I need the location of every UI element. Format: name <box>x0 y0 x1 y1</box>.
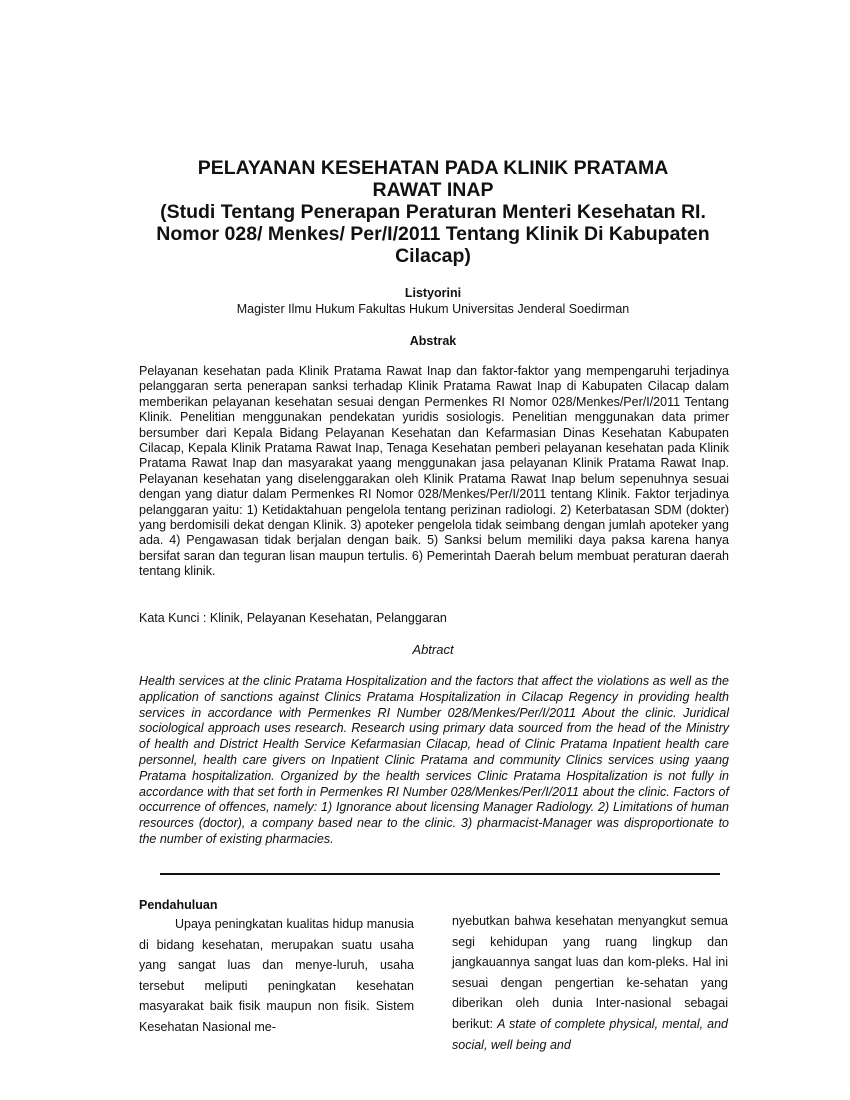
abstract-text: Health services at the clinic Pratama Hospitalization and the factors that affect the violations as well as the application of sanctions against Clinics Pratama Hospitalization in Cilacap Regency in providing health services in accordance with Permenkes RI Number 028/Menkes/Per/I/2011 About the clinic. Juridical sociological approach uses research. Research using primary data sourced from the head of the Ministry of health and District Health Service Kefarmasian Cilacap, head of Clinic Pratama Inpatient health care personnel, health care givers on Inpatient Clinic Pratama and community Clinics services using yaang Pratama hospitalization. Organized by the health services Clinic Pratama Hospitalization is not fully in accordance with that set forth in Permenkes RI Number 028/Menkes/Per/I/2011 about the clinic. Factors of occurrence of offences, namely: 1) Ignorance about licensing Manager Radiology. 2) Limitations of human resources (doctor), a company based near to the clinic. 3) pharmacist-Manager was disproportionate to the number of existing pharmacies. <box>139 674 729 846</box>
section-divider <box>160 873 720 875</box>
right-column-italic: A state of complete physical, mental, and social, well being and <box>452 1016 729 1052</box>
abstrak-text: Pelayanan kesehatan pada Klinik Pratama Rawat Inap dan faktor-faktor yang mempengaruhi terjadinya pelanggaran serta penerapan sanksi terhadap Klinik Pratama Rawat Inap di Kabupaten Cilacap dalam memberikan pelayanan kesehatan sesuai dengan Permenkes RI Nomor 028/Menkes/Per/I/2011 Tentang Klinik. Penelitian menggunakan pendekatan yuridis sosiologis. Penelitian menggunakan data primer bersumber dari Kepala Bidang Pelayanan Kesehatan dan Kefarmasian Dinas Kesehatan Kabupaten Cilacap, Kepala Klinik Pratama Rawat Inap, Tenaga Kesehatan pemberi pelayanan kesehatan pada Klinik Pratama Rawat Inap dan masyarakat yaang menggunakan jasa pelayanan Klinik Pratama Rawat Inap. Pelayanan kesehatan yang diselenggarakan oleh Klinik Pratama Rawat Inap belum sepenuhnya sesuai dengan yang diatur dalam Permenkes RI Nomor 028/Menkes/Per/I/2011 tentang Klinik. Faktor terjadinya pelanggaran yaitu: 1) Ketidaktahuan pengelola tentang perizinan radiologi. 2) Keterbatasan SDM (dokter) yang berdomisili dekat dengan Klinik. 3) apoteker pengelola tidak seimbang dengan jumlah apoteker yang ada. 4) Pengawasan tidak berjalan dengan baik. 5) Sanksi belum memiliki daya paksa karena hanya bersifat saran dan teguran lisan maupun tertulis. 6) Pemerintah Daerah belum membuat peraturan daerah tentang klinik. <box>139 364 729 579</box>
title-line: PELAYANAN KESEHATAN PADA KLINIK PRATAMA <box>197 157 669 179</box>
section-heading: Pendahuluan <box>139 898 218 912</box>
abstract-heading: Abtract <box>412 642 454 657</box>
title-line: RAWAT INAP <box>372 179 494 201</box>
paper-title <box>140 157 726 267</box>
abstrak-heading: Abstrak <box>409 334 457 348</box>
title-line: (Studi Tentang Penerapan Peraturan Menteri Kesehatan RI. <box>160 201 706 223</box>
right-column-plain: nyebutkan bahwa kesehatan menyangkut semua segi kehidupan yang ruang lingkup dan jangkauannya sangat luas dan kom-pleks. Hal ini sesuai dengan pengertian ke-sehatan yang diberikan oleh dunia Inter-nasional sebagai berikut: <box>452 914 728 1031</box>
right-column-text <box>452 911 728 1055</box>
author-affiliation: Magister Ilmu Hukum Fakultas Hukum Universitas Jenderal Soedirman <box>236 302 630 316</box>
left-column-text: Upaya peningkatan kualitas hidup manusia di bidang kesehatan, merupakan suatu usaha yang sangat luas dan menye-luruh, usaha tersebut meliputi peningkatan kesehatan masyarakat baik fisik maupun non fisik. Sistem Kesehatan Nasional me- <box>139 917 414 1034</box>
title-line: Nomor 028/ Menkes/ Per/I/2011 Tentang Klinik Di Kabupaten <box>156 223 710 245</box>
keywords: Kata Kunci : Klinik, Pelayanan Kesehatan, Pelanggaran <box>139 611 447 625</box>
title-line: Cilacap) <box>395 245 471 267</box>
author-name: Listyorini <box>404 286 462 300</box>
